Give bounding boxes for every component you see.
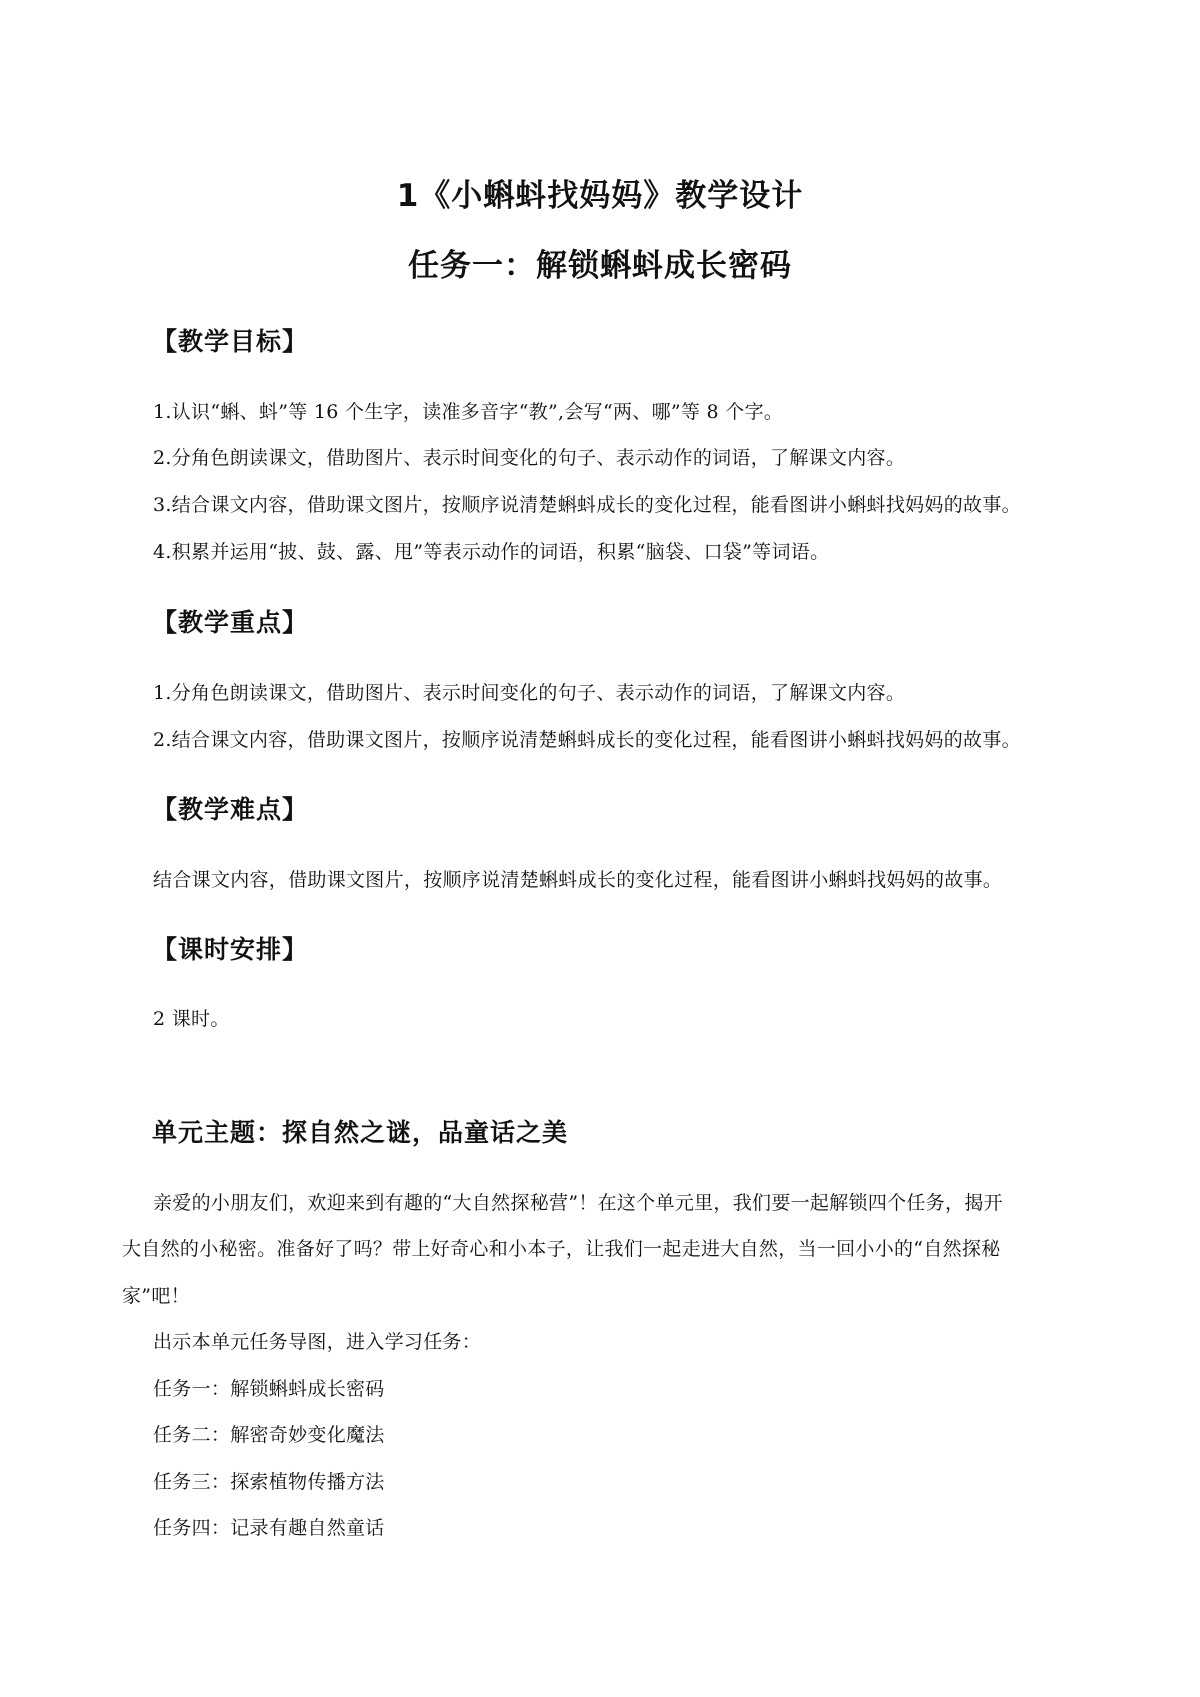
unit-task-item: 任务三：探索植物传播方法 <box>153 1471 385 1493</box>
document-title: 1《小蝌蚪找妈妈》教学设计 <box>396 178 804 214</box>
section-heading-goals: 【教学目标】 <box>152 327 309 356</box>
unit-intro-line: 家”吧！ <box>122 1285 190 1307</box>
goal-item: 2.分角色朗读课文，借助图片、表示时间变化的句子、表示动作的词语，了解课文内容。 <box>153 447 906 469</box>
unit-task-item: 任务一：解锁蝌蚪成长密码 <box>153 1378 385 1400</box>
schedule-text: 2 课时。 <box>153 1008 230 1030</box>
document-subtitle: 任务一：解锁蝌蚪成长密码 <box>408 248 792 284</box>
unit-intro-line: 亲爱的小朋友们，欢迎来到有趣的“大自然探秘营”！在这个单元里，我们要一起解锁四个任务，揭开 <box>153 1192 1003 1214</box>
goal-item: 3.结合课文内容，借助课文图片，按顺序说清楚蝌蚪成长的变化过程，能看图讲小蝌蚪找妈妈的故事。 <box>153 494 1021 516</box>
goal-item: 4.积累并运用“披、鼓、露、甩”等表示动作的词语，积累“脑袋、口袋”等词语。 <box>153 541 830 563</box>
goal-item: 1.认识“蝌、蚪”等 16 个生字，读准多音字“教”,会写“两、哪”等 8 个字。 <box>153 401 784 423</box>
key-point-item: 1.分角色朗读课文，借助图片、表示时间变化的句子、表示动作的词语，了解课文内容。 <box>153 682 906 704</box>
unit-task-item: 任务二：解密奇妙变化魔法 <box>153 1424 385 1446</box>
section-heading-key-points: 【教学重点】 <box>152 608 309 637</box>
section-heading-schedule: 【课时安排】 <box>152 935 309 964</box>
unit-task-item: 任务四：记录有趣自然童话 <box>153 1517 385 1539</box>
unit-theme-heading: 单元主题：探自然之谜，品童话之美 <box>152 1118 569 1147</box>
section-heading-difficulties: 【教学难点】 <box>152 795 309 824</box>
key-point-item: 2.结合课文内容，借助课文图片，按顺序说清楚蝌蚪成长的变化过程，能看图讲小蝌蚪找妈妈的故事。 <box>153 729 1021 751</box>
difficulty-text: 结合课文内容，借助课文图片，按顺序说清楚蝌蚪成长的变化过程，能看图讲小蝌蚪找妈妈的故事。 <box>153 869 1003 891</box>
unit-lead-text: 出示本单元任务导图，进入学习任务： <box>153 1331 482 1353</box>
unit-intro-line: 大自然的小秘密。准备好了吗？带上好奇心和小本子，让我们一起走进大自然，当一回小小的“自然探秘 <box>122 1238 1001 1260</box>
